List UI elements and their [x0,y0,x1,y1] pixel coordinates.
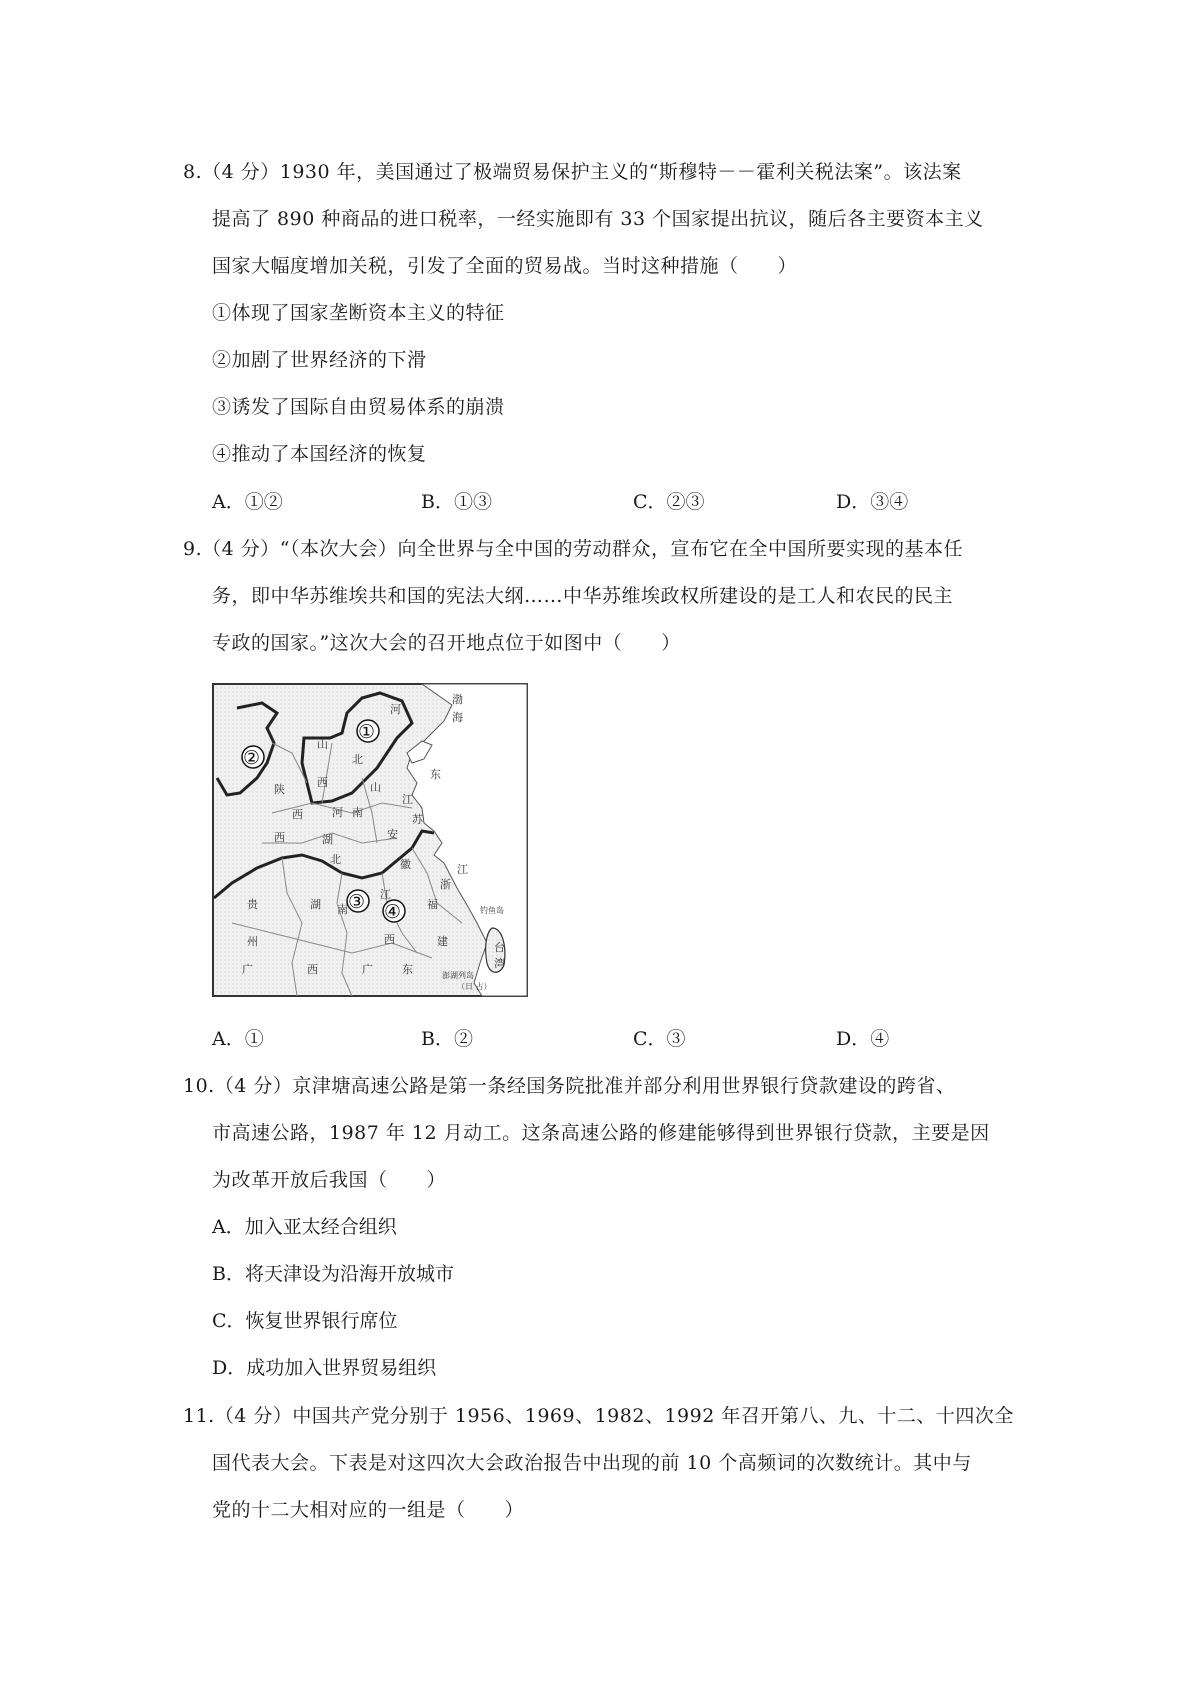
q9-option-d: D．④ [836,1028,890,1050]
map-label: 台 [494,941,505,954]
map-label: 徽 [400,858,411,871]
map-marker-3-label: ③ [348,891,366,913]
q8-option-d: D．③④ [836,491,909,513]
q10-option-b: B．将天津设为沿海开放城市 [212,1263,454,1285]
q11-stem-line-2: 国代表大会。下表是对这四次大会政治报告中出现的前 10 个高频词的次数统计。其中与 [212,1452,972,1474]
map-label: 东 [402,963,413,976]
map-label: 西 [274,831,285,844]
q9-stem-line-2: 务，即中华苏维埃共和国的宪法大纲……中华苏维埃政权所建设的是工人和农民的民主 [212,585,954,607]
map-label: 河 [390,703,401,716]
map-label: 福 [427,898,438,911]
map-label: 广 [362,963,373,976]
map-label: 湖 [322,833,333,846]
map-label: 苏 [412,813,423,826]
map-label: 江 [402,793,413,806]
map-marker-1-label: ① [358,721,376,743]
map-label: 北 [330,853,341,866]
map-label: 海 [452,711,463,724]
map-small-label: （日 占） [457,982,492,991]
q8-stem-line-3: 国家大幅度增加关税，引发了全面的贸易战。当时这种措施（ ） [212,255,798,277]
map-label: 山 [317,738,328,751]
map-label: 西 [317,776,328,789]
q9-stem-line-3: 专政的国家。”这次大会的召开地点位于如图中（ ） [212,632,681,654]
map-label: 浙 [440,878,451,891]
map-label: 州 [247,935,258,948]
map-label: 江 [380,888,391,901]
map-label: 湖 [310,898,321,911]
map-label: 贵 [247,898,258,911]
map-small-label: 澎湖列岛 [442,971,474,980]
q10-option-c: C．恢复世界银行席位 [212,1310,398,1332]
q8-option-a: A．①② [212,491,283,513]
china-map-svg [212,683,528,997]
q10-option-a: A．加入亚太经合组织 [212,1216,397,1238]
q8-stem-line-2: 提高了 890 种商品的进口税率，一经实施即有 33 个国家提出抗议，随后各主要资本主义 [212,208,984,230]
q9-option-a: A．① [212,1028,264,1050]
q8-statement-3: ③诱发了国际自由贸易体系的崩溃 [212,396,505,418]
q8-statement-1: ①体现了国家垄断资本主义的特征 [212,302,505,324]
map-label: 湾 [494,957,505,970]
q11-stem-line-1: 11.（4 分）中国共产党分别于 1956、1969、1982、1992 年召开第八、九、十二、十四次全 [183,1405,1014,1427]
map-label: 建 [437,935,448,948]
map-label: 西 [292,808,303,821]
map-small-label: 钓鱼岛 [480,906,504,915]
map-label: 南 [337,903,348,916]
q10-option-d: D．成功加入世界贸易组织 [212,1357,437,1379]
q10-stem-line-3: 为改革开放后我国（ ） [212,1169,447,1191]
q8-statement-4: ④推动了本国经济的恢复 [212,443,427,465]
map-marker-4-label: ④ [384,901,402,923]
map-label: 南 [352,806,363,819]
q8-option-c: C．②③ [633,491,705,513]
map-label: 河 [332,806,343,819]
map-label: 江 [457,863,468,876]
q8-stem-line-1: 8.（4 分）1930 年，美国通过了极端贸易保护主义的“斯穆特－－霍利关税法案”。该法案 [183,161,962,183]
map-label: 西 [307,963,318,976]
map-label: 西 [384,933,395,946]
map-label: 山 [370,781,381,794]
china-map-figure [212,683,528,997]
q8-statement-2: ②加剧了世界经济的下滑 [212,349,427,371]
q9-stem-line-1: 9.（4 分）“（本次大会）向全世界与全中国的劳动群众，宣布它在全中国所要实现的基本任 [183,538,963,560]
map-label: 渤 [452,693,463,706]
q11-stem-line-3: 党的十二大相对应的一组是（ ） [212,1499,525,1521]
q8-option-b: B．①③ [421,491,492,513]
map-label: 东 [430,768,441,781]
q9-option-b: B．② [421,1028,473,1050]
map-label: 安 [387,828,398,841]
map-label: 广 [242,963,253,976]
map-marker-2-label: ② [243,747,261,769]
q10-stem-line-2: 市高速公路，1987 年 12 月动工。这条高速公路的修建能够得到世界银行贷款，主要是因 [212,1122,990,1144]
map-label: 陕 [274,783,285,796]
q10-stem-line-1: 10.（4 分）京津塘高速公路是第一条经国务院批准并部分利用世界银行贷款建设的跨省、 [183,1075,956,1097]
map-label: 北 [352,753,363,766]
q9-option-c: C．③ [633,1028,686,1050]
